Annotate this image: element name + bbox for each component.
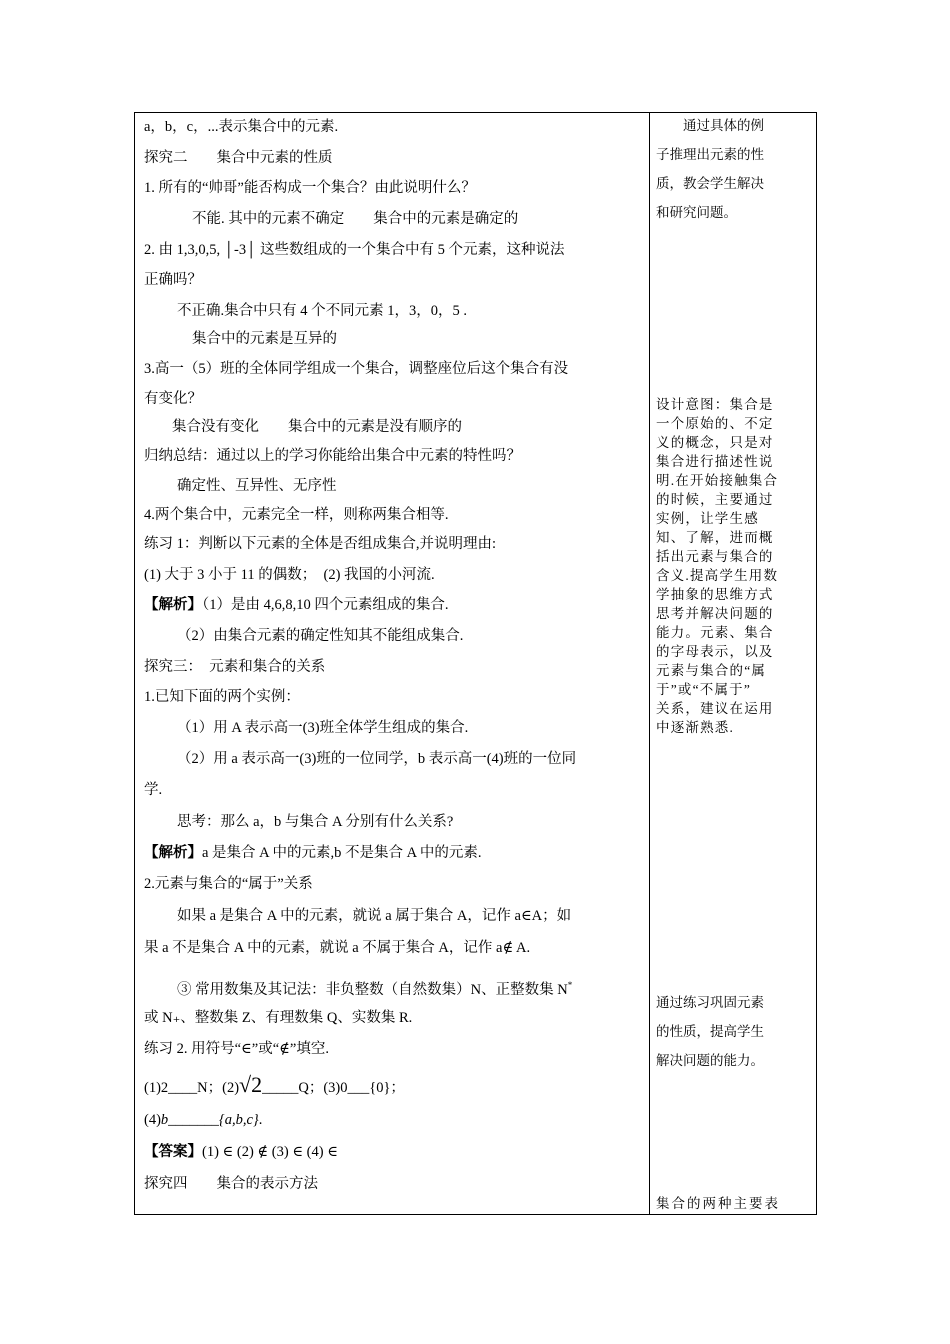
note-line: 义的概念，只是对 — [656, 435, 774, 450]
text-line: (1) 大于 3 小于 11 的偶数； (2) 我国的小河流. — [144, 567, 435, 583]
text-line: （1）是由 4,6,8,10 四个元素组成的集合. — [202, 597, 449, 613]
text-line: 2. 由 1,3,0,5, │-3│ 这些数组成的一个集合中有 5 个元素，这种说法 — [144, 242, 565, 258]
text-line: 1. 所有的“帅哥”能否构成一个集合？由此说明什么？ — [144, 180, 476, 196]
text-line: 确定性、互异性、无序性 — [177, 478, 337, 494]
note-line: 通过练习巩固元素 — [656, 995, 764, 1010]
note-line: 集合进行描述性说 — [656, 454, 774, 469]
note-line: 知、了解，进而概 — [656, 530, 774, 545]
note-line: 元素与集合的“属 — [656, 663, 767, 678]
note-line: 于”或“不属于” — [656, 682, 752, 697]
text-line: 集合中的元素是互异的 — [192, 331, 337, 347]
text-line: （2）用 a 表示高一(3)班的一位同学，b 表示高一(4)班的一位同 — [177, 751, 577, 767]
answer-text: (1) ∈ (2) ∉ (3) ∈ (4) ∈ — [202, 1144, 338, 1160]
section-heading: 探究四 集合的表示方法 — [144, 1176, 318, 1192]
text-line: a，b，c，...表示集合中的元素. — [144, 119, 339, 135]
text-line: . — [258, 1112, 263, 1128]
note-line: 学抽象的思维方式 — [656, 587, 774, 602]
note-line: 解决问题的能力。 — [656, 1053, 764, 1068]
note-line: 括出元素与集合的 — [656, 549, 774, 564]
text-line: (1)2____N；(2) — [144, 1080, 240, 1096]
text-line: （2）由集合元素的确定性知其不能组成集合. — [177, 628, 464, 644]
section-heading: 探究二 集合中元素的性质 — [144, 150, 333, 166]
note-line: 质，教会学生解决 — [656, 176, 764, 191]
text-line: 不能. 其中的元素不确定 集合中的元素是确定的 — [192, 211, 519, 227]
note-line: 集合的两种主要表 — [656, 1196, 780, 1211]
column-divider — [649, 113, 650, 1214]
analysis-label: 【解析】 — [144, 845, 202, 861]
note-line: 一个原始的、不定 — [656, 416, 774, 431]
note-line: 实例，让学生感 — [656, 511, 759, 526]
text-line: 1.已知下面的两个实例： — [144, 689, 300, 705]
text-line: ③ 常用数集及其记法：非负整数（自然数集）N、正整数集 N — [177, 981, 568, 998]
note-line: 含义.提高学生用数 — [656, 568, 779, 583]
text-line: b — [160, 1112, 169, 1128]
blank: _______ — [168, 1112, 219, 1128]
note-line: 子推理出元素的性 — [656, 147, 764, 162]
text-line: 4.两个集合中，元素完全一样，则称两集合相等. — [144, 507, 449, 523]
analysis-label: 【解析】 — [144, 597, 202, 613]
note-line: 的字母表示，以及 — [656, 644, 774, 659]
text-line: {a,b,c} — [218, 1112, 259, 1128]
text-line: 2.元素与集合的“属于”关系 — [144, 876, 313, 892]
sqrt-symbol: √2 — [239, 1072, 263, 1097]
text-line: _____Q；(3)0___{0}； — [262, 1080, 405, 1096]
text-line: （1）用 A 表示高一(3)班全体学生组成的集合. — [177, 720, 469, 736]
text-line: 集合没有变化 集合中的元素是没有顺序的 — [172, 419, 462, 435]
lesson-table — [134, 112, 817, 1215]
text-line: 3.高一（5）班的全体同学组成一个集合，调整座位后这个集合有没 — [144, 361, 569, 377]
note-line: 和研究问题。 — [656, 205, 737, 220]
text-line: 不正确.集合中只有 4 个不同元素 1，3，0，5 . — [177, 303, 467, 319]
note-line: 关系，建议在运用 — [656, 701, 774, 716]
note-line: 思考并解决问题的 — [656, 606, 774, 621]
note-line: 通过具体的例 — [656, 118, 764, 133]
exercise-heading: 练习 2. 用符号“∈”或“∉”填空. — [144, 1041, 329, 1057]
text-line: 正确吗？ — [144, 272, 202, 288]
exercise-heading: 练习 1：判断以下元素的全体是否组成集合,并说明理由: — [144, 536, 497, 552]
text-line: 或 N₊、整数集 Z、有理数集 Q、实数集 R. — [144, 1010, 413, 1026]
text-line: 思考：那么 a，b 与集合 A 分别有什么关系? — [177, 814, 454, 830]
text-line: 学. — [144, 782, 163, 798]
text-line: (4) — [144, 1112, 161, 1128]
text-line: 果 a 不是集合 A 中的元素，就说 a 不属于集合 A，记作 a∉ A. — [144, 940, 531, 956]
note-line: 中逐渐熟悉. — [656, 720, 735, 735]
text-line: 归纳总结：通过以上的学习你能给出集合中元素的特性吗？ — [144, 448, 521, 464]
text-line: 如果 a 是集合 A 中的元素，就说 a 属于集合 A，记作 a∈A；如 — [177, 908, 572, 924]
note-line: 明.在开始接触集合 — [656, 473, 779, 488]
answer-label: 【答案】 — [144, 1144, 202, 1160]
note-line: 能力。元素、集合 — [656, 625, 774, 640]
note-line: 的时候，主要通过 — [656, 492, 774, 507]
note-line: 设计意图：集合是 — [656, 397, 774, 412]
superscript: * — [567, 980, 573, 990]
text-line: 有变化？ — [144, 391, 202, 407]
text-line: a 是集合 A 中的元素,b 不是集合 A 中的元素. — [202, 845, 482, 861]
section-heading: 探究三： 元素和集合的关系 — [144, 659, 326, 675]
note-line: 的性质，提高学生 — [656, 1024, 764, 1039]
